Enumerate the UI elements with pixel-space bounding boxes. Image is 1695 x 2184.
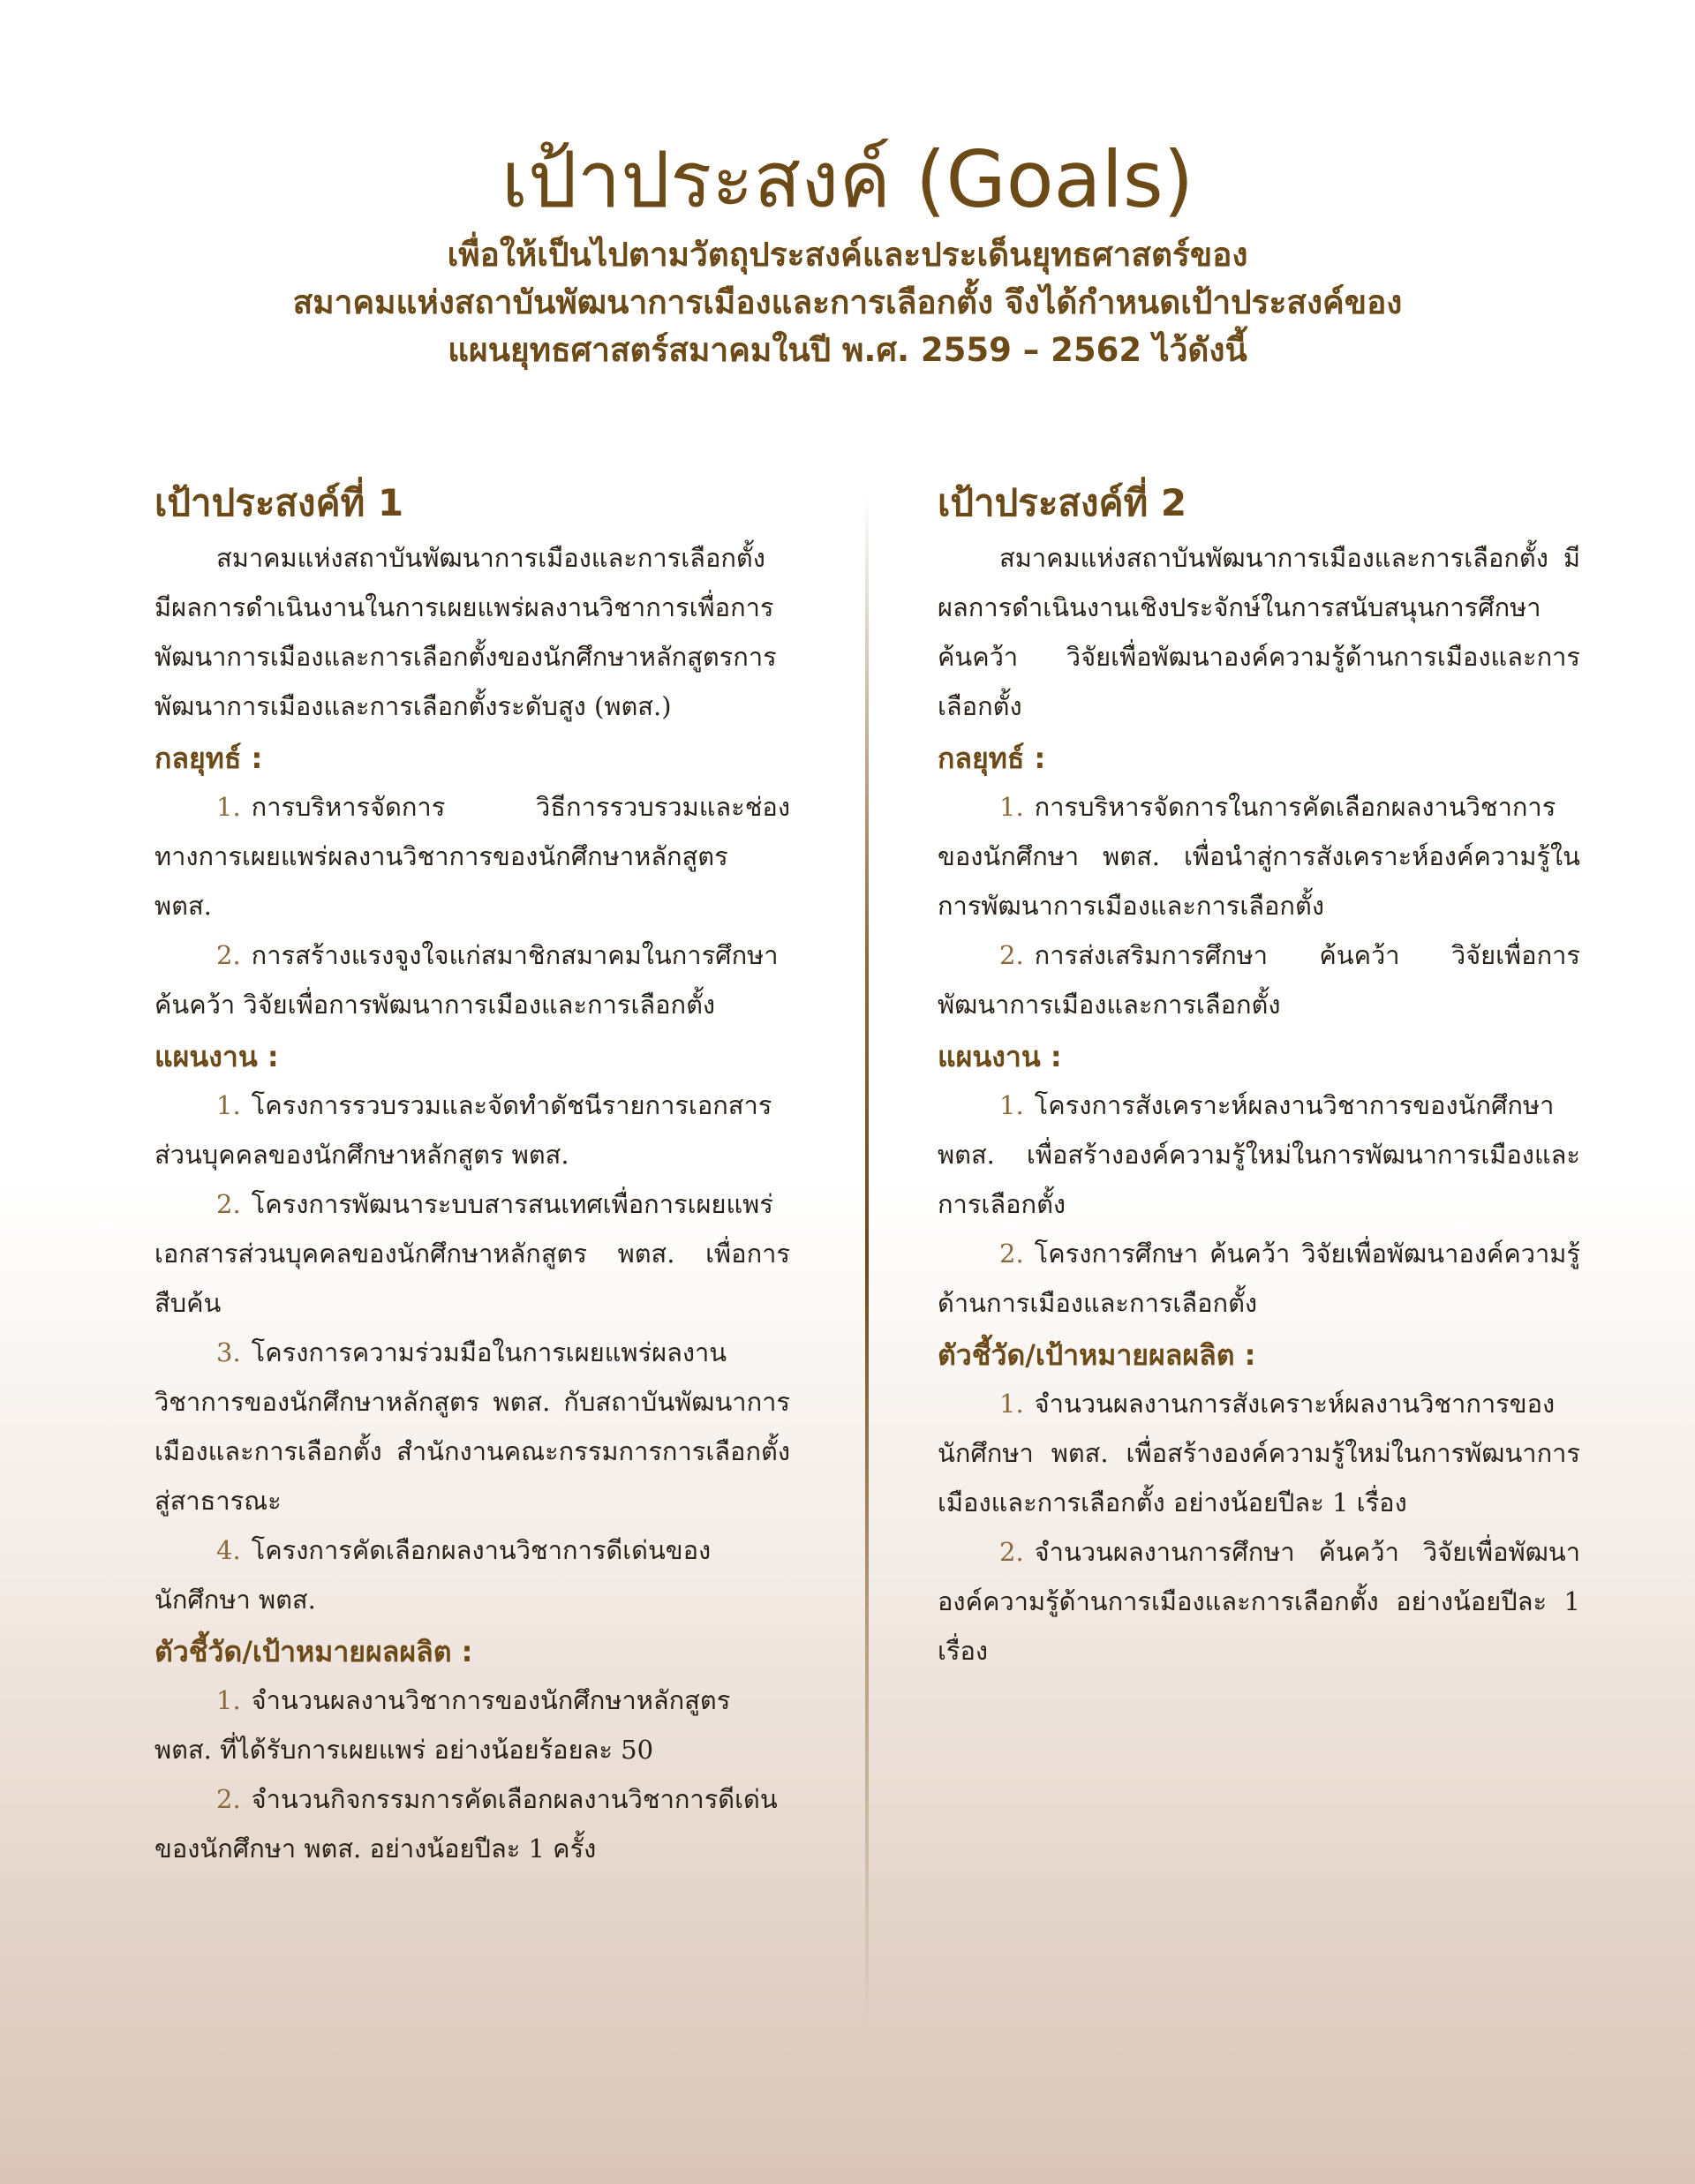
item-number: 2.	[999, 1537, 1024, 1567]
item-number: 2.	[216, 940, 241, 970]
item-number: 2.	[999, 940, 1024, 970]
item-number: 4.	[216, 1535, 241, 1565]
goal-1-strategy-item	[154, 930, 790, 1029]
item-text: การส่งเสริมการศึกษา ค้นคว้า วิจัยเพื่อการพัฒนาการเมืองและการเลือกตั้ง	[938, 940, 1580, 1020]
item-text: โครงการความร่วมมือในการเผยแพร่ผลงานวิชาการของนักศึกษาหลักสูตร พตส. กับสถาบันพัฒนาการเมืองและการเลือกตั้ง สำนักงานคณะกรรมการการเลือกตั้ง สู่สาธารณะ	[154, 1337, 790, 1516]
item-text: โครงการรวบรวมและจัดทำดัชนีรายการเอกสารส่วนบุคคลของนักศึกษาหลักสูตร พตส.	[154, 1090, 772, 1170]
goal-1-plan-item	[154, 1525, 790, 1624]
item-number: 1.	[999, 1389, 1024, 1419]
item-text: จำนวนผลงานการสังเคราะห์ผลงานวิชาการของนักศึกษา พตส. เพื่อสร้างองค์ความรู้ใหม่ในการพัฒนาการเมืองและการเลือกตั้ง อย่างน้อยปีละ 1 เรื่อง	[938, 1389, 1580, 1518]
goal-2-kpi-item	[938, 1527, 1580, 1676]
goal-2-plan-item	[938, 1081, 1580, 1229]
goal-1-kpi-item	[154, 1774, 790, 1873]
goal-2-column	[938, 477, 1580, 1676]
goal-2-strategy-heading: กลยุทธ์ :	[938, 742, 1046, 775]
page-subtitle	[0, 231, 1695, 374]
goal-1-intro: สมาคมแห่งสถาบันพัฒนาการเมืองและการเลือกตั้ง มีผลการดำเนินงานในการเผยแพร่ผลงานวิชาการเพื่อการพัฒนาการเมืองและการเลือกตั้งของนักศึกษาหลักสูตรการพัฒนาการเมืองและการเลือกตั้งระดับสูง (พตส.)	[154, 543, 777, 721]
goal-1-plan-item	[154, 1179, 790, 1328]
goal-1-plan-heading: แผนงาน :	[154, 1040, 279, 1073]
goal-1-heading: เป้าประสงค์ที่ 1	[154, 481, 404, 524]
item-number: 1.	[999, 1090, 1024, 1120]
item-text: การบริหารจัดการ วิธีการรวบรวมและช่องทางการเผยแพร่ผลงานวิชาการของนักศึกษาหลักสูตร พตส.	[154, 792, 790, 921]
page-title: เป้าประสงค์ (Goals)	[501, 134, 1194, 225]
item-number: 2.	[216, 1784, 241, 1814]
goal-2-plan-item	[938, 1229, 1580, 1328]
item-text: โครงการสังเคราะห์ผลงานวิชาการของนักศึกษา พตส. เพื่อสร้างองค์ความรู้ใหม่ในการพัฒนาการเมืองและการเลือกตั้ง	[938, 1090, 1580, 1219]
item-text: โครงการพัฒนาระบบสารสนเทศเพื่อการเผยแพร่เอกสารส่วนบุคคลของนักศึกษาหลักสูตร พตส. เพื่อการสืบค้น	[154, 1189, 790, 1318]
item-number: 3.	[216, 1337, 241, 1367]
goal-1-strategy-heading: กลยุทธ์ :	[154, 742, 263, 775]
goal-2-kpi-heading: ตัวชี้วัด/เป้าหมายผลผลิต :	[938, 1338, 1256, 1372]
goal-2-strategy-item	[938, 782, 1580, 930]
goal-2-strategy-item	[938, 930, 1580, 1029]
goal-2-kpi-item	[938, 1379, 1580, 1527]
item-number: 2.	[216, 1189, 241, 1219]
goal-1-kpi-item	[154, 1676, 790, 1774]
item-text: การบริหารจัดการในการคัดเลือกผลงานวิชาการของนักศึกษา พตส. เพื่อนำสู่การสังเคราะห์องค์ความรู้ในการพัฒนาการเมืองและการเลือกตั้ง	[938, 792, 1580, 921]
subtitle-line: สมาคมแห่งสถาบันพัฒนาการเมืองและการเลือกตั้ง จึงได้กำหนดเป้าประสงค์ของ	[292, 283, 1403, 321]
subtitle-line: เพื่อให้เป็นไปตามวัตถุประสงค์และประเด็นยุทธศาสตร์ของ	[447, 236, 1248, 274]
item-text: โครงการศึกษา ค้นคว้า วิจัยเพื่อพัฒนาองค์ความรู้ด้านการเมืองและการเลือกตั้ง	[938, 1239, 1580, 1318]
column-divider	[865, 494, 869, 2030]
item-number: 1.	[216, 792, 241, 822]
item-text: การสร้างแรงจูงใจแก่สมาชิกสมาคมในการศึกษา ค้นคว้า วิจัยเพื่อการพัฒนาการเมืองและการเลือกตั้ง	[154, 940, 779, 1020]
item-number: 2.	[999, 1239, 1024, 1269]
goal-2-plan-heading: แผนงาน :	[938, 1040, 1062, 1073]
item-text: จำนวนกิจกรรมการคัดเลือกผลงานวิชาการดีเด่นของนักศึกษา พตส. อย่างน้อยปีละ 1 ครั้ง	[154, 1784, 778, 1864]
goal-2-intro: สมาคมแห่งสถาบันพัฒนาการเมืองและการเลือกตั้ง มีผลการดำเนินงานเชิงประจักษ์ในการสนับสนุนการศึกษา ค้นคว้า วิจัยเพื่อพัฒนาองค์ความรู้ด้านการเมืองและการเลือกตั้ง	[938, 543, 1580, 721]
subtitle-line: แผนยุทธศาสตร์สมาคมในปี พ.ศ. 2559 – 2562 ไว้ดังนี้	[448, 331, 1247, 369]
item-number: 1.	[216, 1685, 241, 1715]
item-number: 1.	[999, 792, 1024, 822]
goal-1-strategy-item	[154, 782, 790, 930]
goal-1-kpi-heading: ตัวชี้วัด/เป้าหมายผลผลิต :	[154, 1635, 473, 1668]
item-text: จำนวนผลงานการศึกษา ค้นคว้า วิจัยเพื่อพัฒนาองค์ความรู้ด้านการเมืองและการเลือกตั้ง อย่างน้อยปีละ 1 เรื่อง	[938, 1537, 1580, 1666]
goal-1-plan-item	[154, 1081, 790, 1179]
item-number: 1.	[216, 1090, 241, 1120]
goal-1-column	[154, 477, 790, 1873]
goal-2-heading: เป้าประสงค์ที่ 2	[938, 481, 1187, 524]
item-text: โครงการคัดเลือกผลงานวิชาการดีเด่นของนักศึกษา พตส.	[154, 1535, 712, 1615]
goal-1-plan-item	[154, 1328, 790, 1525]
page-header	[0, 132, 1695, 374]
item-text: จำนวนผลงานวิชาการของนักศึกษาหลักสูตร พตส. ที่ได้รับการเผยแพร่ อย่างน้อยร้อยละ 50	[154, 1685, 731, 1765]
